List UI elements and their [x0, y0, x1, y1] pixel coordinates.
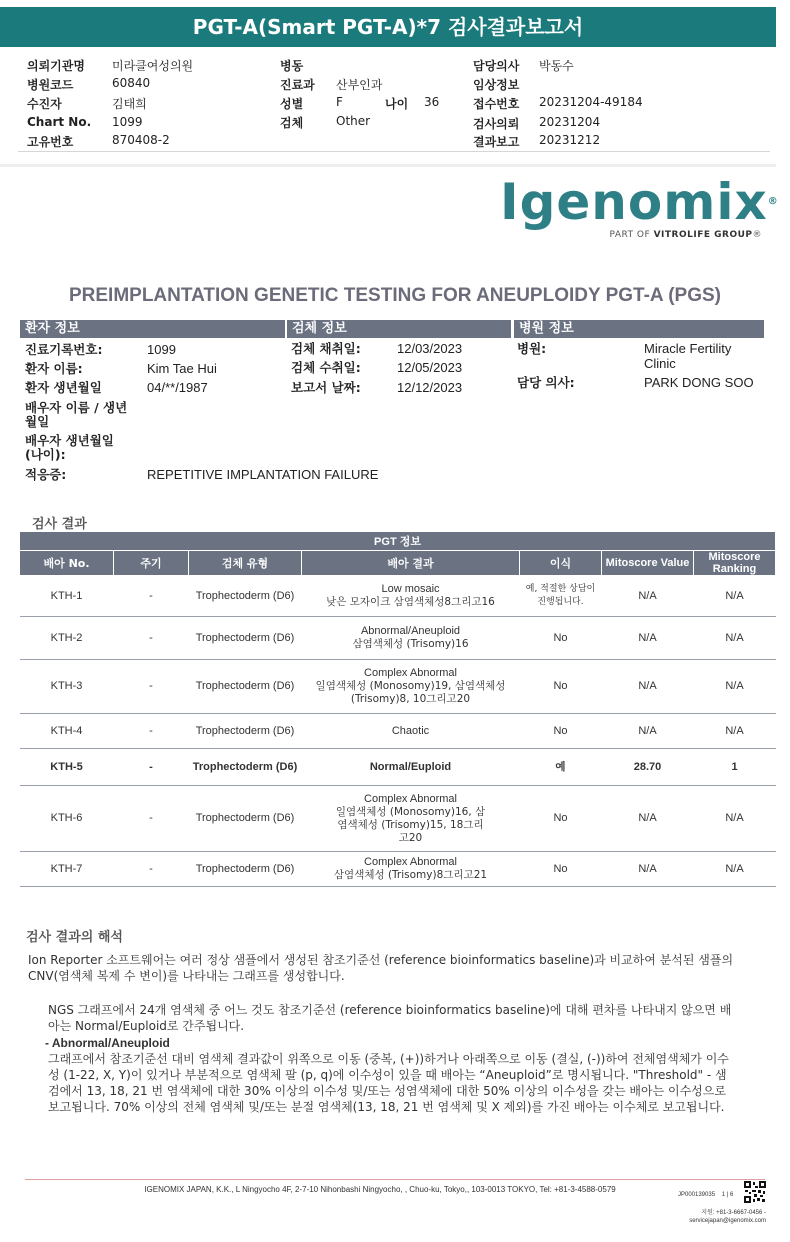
sample-type: Trophectoderm (D6)	[189, 617, 302, 660]
table-row	[20, 786, 776, 852]
header-value: 60840	[112, 76, 151, 90]
cycle: -	[114, 852, 189, 887]
patient-key: 환자 생년월일	[25, 380, 102, 395]
embryo-id: KTH-4	[20, 714, 114, 749]
hospital-key: 담당 의사:	[517, 375, 575, 390]
header-key: 검사의뢰	[473, 117, 520, 131]
patient-key: 진료기록번호:	[25, 342, 103, 357]
header-value: F	[336, 95, 343, 109]
specimen-info-heading: 검체 정보	[287, 320, 511, 338]
sample-type: Trophectoderm (D6)	[189, 786, 302, 852]
column-header: Mitoscore Ranking	[694, 551, 776, 576]
result-detail: 낮은 모자이크 삼염색체성8그리고16	[326, 596, 495, 608]
specimen-value: 12/03/2023	[397, 341, 463, 356]
cycle: -	[114, 714, 189, 749]
logo-wordmark: Igenomix	[500, 173, 768, 231]
result-main: Complex Abnormal	[364, 667, 457, 679]
doc-code: JP000139035	[678, 1192, 716, 1198]
embryo-result	[302, 749, 520, 786]
embryo-result	[302, 617, 520, 660]
column-header: 검체 유형	[189, 551, 302, 576]
results-table	[19, 531, 776, 887]
mitoscore-ranking: 1	[694, 749, 776, 786]
header-value: 20231204	[539, 115, 601, 129]
mitoscore-value: N/A	[602, 786, 694, 852]
header-value-age: 36	[424, 95, 440, 109]
header-key: 의뢰기관명	[27, 59, 85, 73]
header-value: 1099	[112, 115, 143, 129]
qr-code-icon	[744, 1181, 766, 1203]
logo-registered-mark: ®	[767, 196, 779, 207]
embryo-id: KTH-2	[20, 617, 114, 660]
patient-value: Kim Tae Hui	[147, 361, 217, 376]
patient-value: REPETITIVE IMPLANTATION FAILURE	[147, 467, 379, 482]
header-key: 접수번호	[473, 97, 520, 111]
patient-key: 배우자 생년월일 (나이):	[25, 433, 114, 462]
mitoscore-value: N/A	[602, 852, 694, 887]
footer-doc-info	[678, 1192, 733, 1198]
hospital-key: 병원:	[517, 341, 547, 356]
embryo-result	[302, 714, 520, 749]
footer-divider	[25, 1179, 765, 1180]
column-header: 이식	[520, 551, 602, 576]
transfer: No	[520, 852, 602, 887]
result-detail: 일염색체성 (Monosomy)16, 삼염색체성 (Trisomy)15, 18그리고20	[335, 805, 486, 844]
sample-type: Trophectoderm (D6)	[189, 576, 302, 617]
patient-value: 04/**/1987	[147, 380, 208, 395]
sample-type: Trophectoderm (D6)	[189, 852, 302, 887]
header-key: 진료과	[280, 78, 315, 92]
sample-type: Trophectoderm (D6)	[189, 714, 302, 749]
result-main: Complex Abnormal	[364, 792, 457, 805]
result-main: Normal/Euploid	[369, 760, 452, 773]
cycle: -	[114, 786, 189, 852]
header-value: 20231204-49184	[539, 95, 643, 109]
logo-tagline-mark: ®	[752, 230, 762, 240]
cycle: -	[114, 576, 189, 617]
column-header: 배아 결과	[302, 551, 520, 576]
embryo-id: KTH-7	[20, 852, 114, 887]
result-main: Complex Abnormal	[364, 856, 457, 868]
header-value: 김태희	[112, 97, 147, 111]
result-main: Low mosaic	[381, 583, 440, 595]
transfer: No	[520, 714, 602, 749]
embryo-id: KTH-1	[20, 576, 114, 617]
embryo-result	[302, 786, 520, 852]
header-value: Other	[336, 114, 371, 128]
sample-type: Trophectoderm (D6)	[189, 660, 302, 714]
table-row	[20, 852, 776, 887]
header-key-age: 나이	[385, 97, 409, 111]
mitoscore-value: N/A	[602, 617, 694, 660]
patient-value: 1099	[147, 342, 176, 357]
mitoscore-ranking: N/A	[694, 617, 776, 660]
specimen-key: 보고서 날짜:	[291, 380, 361, 395]
embryo-result	[302, 852, 520, 887]
mitoscore-value: N/A	[602, 576, 694, 617]
header-key: 병원코드	[27, 78, 74, 92]
logo-tagline-brand: VITROLIFE GROUP	[653, 230, 753, 240]
mitoscore-ranking: N/A	[694, 576, 776, 617]
result-detail: 삼염색체성 (Trisomy)16	[352, 638, 469, 650]
report-title-banner: PGT-A(Smart PGT-A)*7 검사결과보고서	[0, 7, 776, 47]
header-key: 담당의사	[473, 59, 520, 73]
header-key: 성별	[280, 97, 304, 111]
cycle: -	[114, 749, 189, 786]
transfer: 예, 적절한 상담이 진행됩니다.	[520, 576, 602, 617]
interpretation-title: 검사 결과의 해석	[26, 930, 123, 945]
interpretation-paragraph-1: Ion Reporter 소프트웨어는 여러 정상 샘플에서 생성된 참조기준선 (reference bioinformatics baseline)과 비교하여 분석된 샘플의 CNV(염색체 복제 수 변이)를 나타내는 그래프를 생성합니다.	[28, 953, 734, 983]
mitoscore-ranking: N/A	[694, 660, 776, 714]
header-value: 미라클여성의원	[112, 59, 194, 73]
header-value: 20231212	[539, 133, 601, 147]
results-title: 검사 결과	[32, 517, 87, 532]
header-value: 870408-2	[112, 133, 170, 147]
table-row	[20, 714, 776, 749]
header-key: 고유번호	[27, 135, 74, 149]
mitoscore-value: N/A	[602, 714, 694, 749]
sample-type: Trophectoderm (D6)	[189, 749, 302, 786]
logo-tagline-prefix: PART OF	[609, 230, 651, 240]
column-header: 주기	[114, 551, 189, 576]
hospital-info-heading: 병원 정보	[514, 320, 764, 338]
cycle: -	[114, 617, 189, 660]
table-row	[20, 660, 776, 714]
patient-info	[0, 0, 776, 500]
hospital-value: PARK DONG SOO	[644, 375, 754, 390]
interpretation-paragraph-2: NGS 그래프에서 24개 염색체 중 어느 것도 참조기준선 (reference bioinformatics baseline)에 대해 편차를 나타내지 않으면 배아는 Normal/Euploid로 간주됩니다.	[48, 1003, 732, 1033]
support-phone: 지원: +81-3-6667-0456 -	[701, 1210, 766, 1216]
column-header: Mitoscore Value	[602, 551, 694, 576]
table-row	[20, 749, 776, 786]
patient-key: 배우자 이름 / 생년월일	[25, 400, 128, 429]
results-group-header: PGT 정보	[20, 532, 776, 551]
embryo-id: KTH-3	[20, 660, 114, 714]
header-value: 산부인과	[336, 78, 383, 92]
table-row	[20, 617, 776, 660]
result-main: Chaotic	[391, 724, 430, 737]
embryo-id: KTH-6	[20, 786, 114, 852]
footer-address: IGENOMIX JAPAN, K.K., L Ningyocho 4F, 2-7-10 Nihonbashi Ningyocho, , Chuo-ku, Tokyo,, 103-0013 TOKYO, Tel: +81-3-4588-0579	[144, 1185, 616, 1194]
patient-key: 환자 이름:	[25, 361, 83, 376]
specimen-key: 검체 수취일:	[291, 360, 361, 375]
embryo-result	[302, 576, 520, 617]
header-value: 박동수	[539, 59, 574, 73]
transfer: No	[520, 660, 602, 714]
mitoscore-ranking: N/A	[694, 852, 776, 887]
mitoscore-ranking: N/A	[694, 714, 776, 749]
specimen-value: 12/05/2023	[397, 360, 463, 375]
transfer: No	[520, 786, 602, 852]
interpretation-paragraph-3: 그래프에서 참조기준선 대비 염색체 결과값이 위쪽으로 이동 (중복, (+))하거나 아래쪽으로 이동 (결실, (-))하여 전체염색체가 이수성 (1-22, X, Y)이 있거나 부분적으로 염색체 팔 (p, q)에 이수성이 있을 때 배아는 “Aneuploid”로 명시됩니다. "Threshold" - 샘검에서 13, 18, 21 번 염색체에 대한 30% 이상의 이수성 및/또는 성염색체에 대한 50% 이상의 이수성을 갖는 배아는 이수성으로 보고됩니다. 70% 이상의 전체 염색체 및/또는 분절 염색체(13, 18, 21 번 염색체 및 X 제외)를 가진 배아는 이수체로 보고됩니다.	[48, 1052, 729, 1114]
footer-contact	[662, 1209, 766, 1225]
header-key: 병동	[280, 59, 304, 73]
header-key: 임상정보	[473, 78, 520, 92]
table-row	[20, 576, 776, 617]
embryo-result	[302, 660, 520, 714]
patient-key: 적응증:	[25, 467, 67, 482]
result-main: Abnormal/Aneuploid	[360, 625, 461, 637]
header-key: 검체	[280, 116, 304, 130]
header-key: 결과보고	[473, 135, 520, 149]
report-main-title: PREIMPLANTATION GENETIC TESTING FOR ANEUPLOIDY PGT-A (PGS)	[68, 285, 721, 306]
mitoscore-value: N/A	[602, 660, 694, 714]
hospital-value: Miracle Fertility Clinic	[644, 341, 732, 371]
patient-info-heading: 환자 정보	[20, 320, 285, 338]
embryo-id: KTH-5	[20, 749, 114, 786]
mitoscore-value: 28.70	[602, 749, 694, 786]
abnormal-aneuploid-title: - Abnormal/Aneuploid	[45, 1036, 170, 1050]
mitoscore-ranking: N/A	[694, 786, 776, 852]
result-detail: 삼염색체성 (Trisomy)8그리고21	[333, 869, 488, 881]
transfer: 예	[520, 749, 602, 786]
column-header: 배아 No.	[20, 551, 114, 576]
result-detail: 일염색체성 (Monosomy)19, 삼염색체성 (Trisomy)8, 10그리고20	[315, 680, 506, 705]
header-key: 수진자	[27, 97, 62, 111]
transfer: No	[520, 617, 602, 660]
support-email: servicejapan@igenomix.com	[689, 1218, 766, 1224]
cycle: -	[114, 660, 189, 714]
page-number: 1 | 6	[721, 1192, 734, 1198]
specimen-value: 12/12/2023	[397, 380, 463, 395]
header-key: Chart No.	[27, 115, 92, 129]
specimen-key: 검체 채취일:	[291, 341, 361, 356]
